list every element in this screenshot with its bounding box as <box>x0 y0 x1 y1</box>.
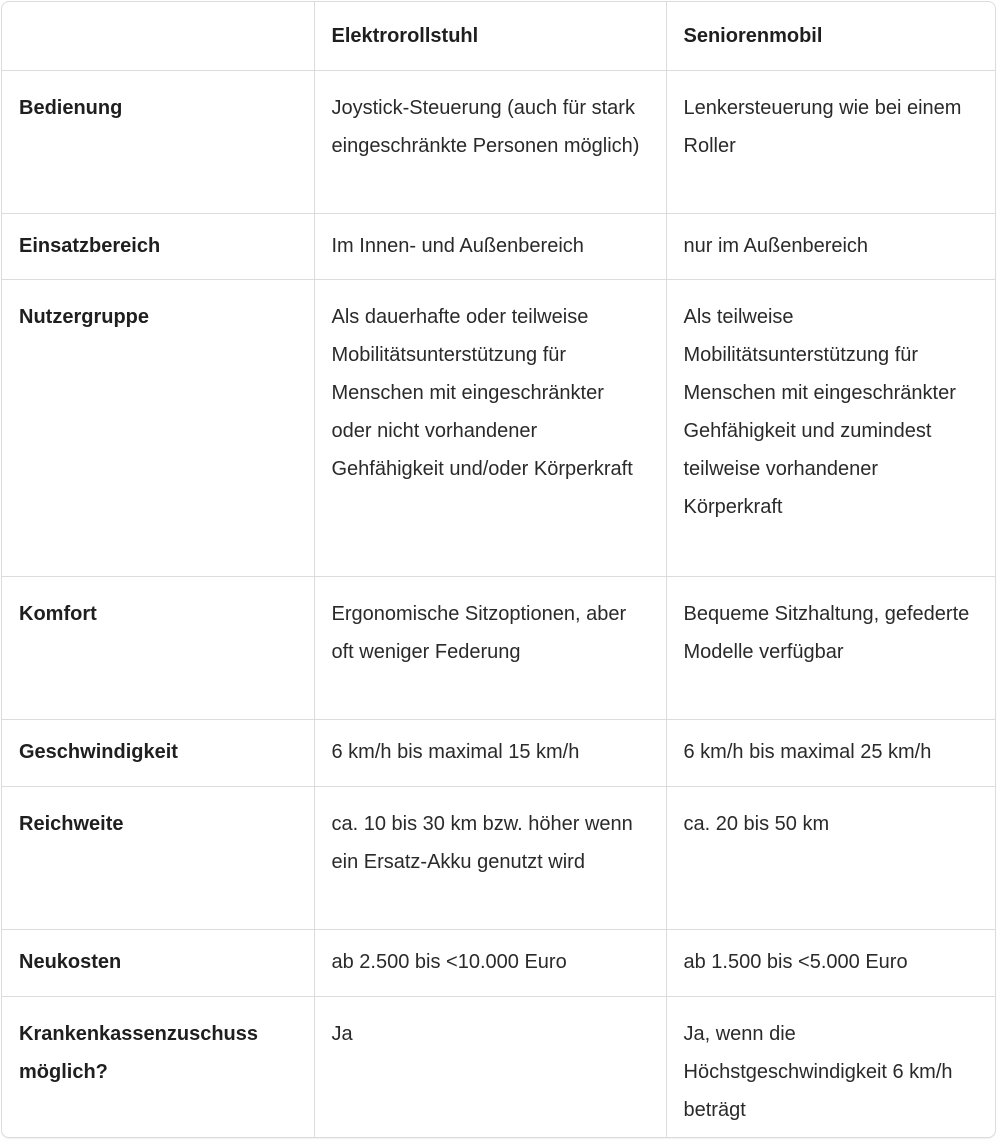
cell-elektrorollstuhl: 6 km/h bis maximal 15 km/h <box>314 720 666 787</box>
row-label: Geschwindigkeit <box>2 720 314 787</box>
row-label: Krankenkassenzuschuss möglich? <box>2 997 314 1139</box>
cell-seniorenmobil: Lenkersteuerung wie bei einem Roller <box>666 71 995 214</box>
row-label: Bedienung <box>2 71 314 214</box>
cell-elektrorollstuhl: Im Innen- und Außenbereich <box>314 214 666 280</box>
cell-seniorenmobil: Ja, wenn die Höchstgeschwindigkeit 6 km/h beträgt <box>683 1023 953 1121</box>
cell-elektrorollstuhl: ab 2.500 bis <10.000 Euro <box>314 930 666 997</box>
cell-elektrorollstuhl: Ja <box>314 997 666 1139</box>
cell-seniorenmobil: ca. 20 bis 50 km <box>666 787 995 930</box>
header-empty-cell <box>2 2 314 71</box>
table-row-neukosten <box>2 930 995 997</box>
table-header-row <box>2 2 995 71</box>
header-elektrorollstuhl: Elektrorollstuhl <box>314 2 666 71</box>
table-row-einsatzbereich <box>2 214 995 280</box>
cell-elektrorollstuhl: ca. 10 bis 30 km bzw. höher wenn ein Ersatz-Akku genutzt wird <box>314 787 666 930</box>
cell-seniorenmobil: ab 1.500 bis <5.000 Euro <box>666 930 995 997</box>
row-label: Neukosten <box>2 930 314 997</box>
table-row-reichweite <box>2 787 995 930</box>
cell-elektrorollstuhl: Ergonomische Sitzoptionen, aber oft weniger Federung <box>314 577 666 720</box>
cell-elektrorollstuhl: Joystick-Steuerung (auch für stark eingeschränkte Personen möglich) <box>314 71 666 214</box>
table-row-bedienung <box>2 71 995 214</box>
comparison-table <box>2 2 995 1138</box>
cell-seniorenmobil: Als teilweise Mobilitätsunterstützung für Menschen mit eingeschränkter Gehfähigkeit und zumindest teilweise vorhandener Körperkraft <box>666 280 995 577</box>
row-label: Reichweite <box>2 787 314 930</box>
row-label: Einsatzbereich <box>2 214 314 280</box>
table-row-komfort <box>2 577 995 720</box>
cell-seniorenmobil: nur im Außenbereich <box>666 214 995 280</box>
cell-seniorenmobil: 6 km/h bis maximal 25 km/h <box>666 720 995 787</box>
cell-elektrorollstuhl: Als dauerhafte oder teilweise Mobilitätsunterstützung für Menschen mit eingeschränkter oder nicht vorhandener Gehfähigkeit und/oder Körperkraft <box>314 280 666 577</box>
cell-seniorenmobil: Bequeme Sitzhaltung, gefederte Modelle verfügbar <box>666 577 995 720</box>
row-label: Nutzergruppe <box>2 280 314 577</box>
row-label: Komfort <box>2 577 314 720</box>
table-row-krankenkassenzuschuss <box>2 997 995 1139</box>
table-row-geschwindigkeit <box>2 720 995 787</box>
comparison-table-container <box>1 1 996 1138</box>
table-row-nutzergruppe <box>2 280 995 577</box>
header-seniorenmobil: Seniorenmobil <box>666 2 995 71</box>
